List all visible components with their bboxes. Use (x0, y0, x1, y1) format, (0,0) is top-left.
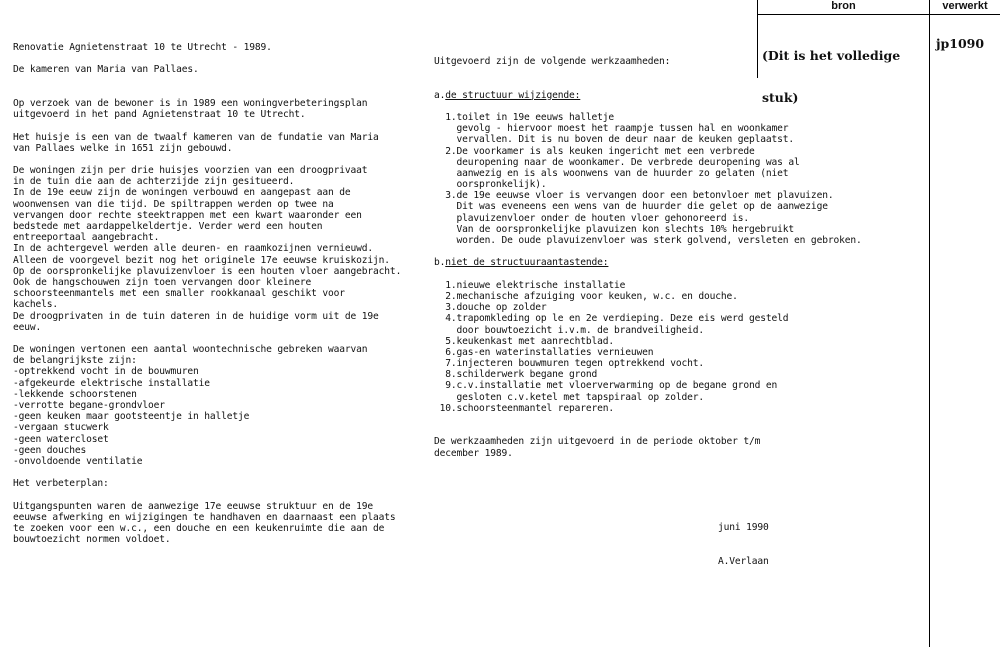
text-line: 7.injecteren bouwmuren tegen optrekkend vocht. (434, 358, 705, 370)
text-line: woonwensen van die tijd. De spiltrappen werden op twee na (13, 198, 334, 210)
text-line: kachels. (13, 299, 59, 311)
blank-line (13, 53, 401, 64)
text-line: vervallen. Dit is nu boven de deur naar de keuken geplaatst. (434, 134, 795, 146)
text-line: bouwtoezicht normen voldoet. (13, 534, 171, 546)
text-line: entreeportaal aangebracht. (13, 232, 160, 244)
section-heading (434, 257, 862, 268)
blank-line (13, 154, 401, 165)
text-line: plavuizenvloer onder de houten vloer gehonoreerd is. (434, 212, 750, 224)
text-line: de belangrijkste zijn: (13, 355, 137, 367)
text-line: 2.De voorkamer is als keuken ingericht met een verbrede (434, 145, 755, 157)
blank-line (13, 467, 401, 478)
bron-value-line: (Dit is het volledige (762, 48, 901, 63)
bron-header: bron (831, 0, 856, 12)
text-line: 9.c.v.installatie met vloerverwarming op de begane grond en (434, 380, 778, 392)
header-rule (757, 14, 1000, 15)
text-line: 2.mechanische afzuiging voor keuken, w.c. en douche. (434, 290, 738, 302)
verwerkt-column-divider (929, 0, 930, 647)
blank-line (13, 87, 401, 98)
text-line: Het verbeterplan: (13, 478, 109, 490)
text-line: In de achtergevel werden alle deuren- en raamkozijnen vernieuwd. (13, 243, 374, 255)
text-line: -geen douches (13, 444, 87, 456)
text-line: worden. De oude plavuizenvloer was sterk golvend, versleten en gebroken. (434, 235, 862, 246)
text-line: 3.de 19e eeuwse vloer is vervangen door een betonvloer met plavuizen. (434, 190, 834, 202)
text-line: Alleen de voorgevel bezit nog het originele 17e eeuwse kruiskozijn. (13, 254, 390, 266)
blank-line (434, 78, 862, 89)
document-author: A.Verlaan (718, 556, 769, 567)
text-line: 10.schoorsteenmantel repareren. (434, 402, 615, 414)
text-line: De droogprivaten in de tuin dateren in de huidige vorm uit de 19e (13, 310, 379, 322)
text-line: 1.nieuwe elektrische installatie (434, 279, 626, 291)
text-line: 5.keukenkast met aanrechtblad. (434, 335, 615, 347)
text-line: -onvoldoende ventilatie (13, 455, 143, 467)
right-text-column (434, 56, 862, 459)
text-line: bedstede met aardappelkeldertje. Verder werd een houten (13, 221, 323, 232)
text-line: Het huisje is een van de twaalf kameren van de fundatie van Maria (13, 131, 379, 143)
text-line: oorspronkelijk). (434, 179, 547, 191)
document-date: juni 1990 (718, 522, 769, 533)
text-line: december 1989. (434, 447, 513, 459)
text-line: -vergaan stucwerk (13, 422, 109, 434)
text-line: deuropening naar de woonkamer. De verbrede deuropening was al (434, 156, 800, 168)
text-line: 4.trapomkleding op le en 2e verdieping. Deze eis werd gesteld (434, 313, 789, 325)
text-line: aanwezig en is als woonwens van de huurder zo gelaten (niet (434, 167, 789, 179)
blank-line (434, 269, 862, 280)
text-line: Dit was eveneens een wens van de huurder die gelet op de aanwezige (434, 201, 828, 213)
verwerkt-value: jp1090 (936, 36, 985, 51)
text-line: -lekkende schoorstenen (13, 388, 137, 400)
text-line: Op de oorspronkelijke plavuizenvloer is een houten vloer aangebracht. (13, 265, 402, 277)
section-title: niet de structuuraantastende: (445, 257, 609, 269)
text-line: -afgekeurde elektrische installatie (13, 377, 210, 389)
text-line: Uitgangspunten waren de aanwezige 17e eeuwse struktuur en de 19e (13, 500, 374, 512)
text-line: -geen watercloset (13, 433, 109, 445)
section-heading (434, 90, 862, 101)
text-line: van Pallaes welke in 1651 zijn gebouwd. (13, 142, 233, 154)
text-line: eeuwse afwerking en wijzigingen te handhaven en daarnaast een plaats (13, 511, 396, 523)
text-line: 3.douche op zolder (434, 302, 547, 314)
verwerkt-header: verwerkt (942, 0, 988, 12)
text-line: De werkzaamheden zijn uitgevoerd in de periode oktober t/m (434, 436, 761, 448)
text-line: Renovatie Agnietenstraat 10 te Utrecht - 1989. (13, 42, 272, 53)
section-prefix: b. (434, 257, 446, 269)
section-title: de structuur wijzigende: (445, 89, 581, 101)
blank-line (13, 120, 401, 131)
text-line: eeuw. (13, 321, 42, 333)
text-line: -geen keuken maar gootsteentje in halletje (13, 411, 250, 423)
blank-line (13, 76, 401, 87)
blank-line (13, 490, 401, 501)
text-line: Uitgevoerd zijn de volgende werkzaamheden: (434, 56, 671, 67)
text-line: De woningen zijn per drie huisjes voorzien van een droogprivaat (13, 165, 368, 177)
text-line: schoorsteenmantels met een smaller rookkanaal geschikt voor (13, 288, 345, 300)
text-line: te zoeken voor een w.c., een douche en een keukenruimte die aan de (13, 523, 385, 535)
text-line: door bouwtoezicht i.v.m. de brandveiligheid. (434, 324, 705, 336)
text-line: gevolg - hiervoor moest het raampje tussen hal en woonkamer (434, 123, 789, 135)
bron-value-line: stuk) (762, 90, 799, 105)
blank-line (434, 414, 862, 425)
text-line: 6.gas-en waterinstallaties vernieuwen (434, 346, 654, 358)
text-line: in de tuin die aan de achterzijde zijn gesitueerd. (13, 176, 295, 188)
text-line: Ook de hangschouwen zijn toen vervangen door kleinere (13, 276, 312, 288)
blank-line (434, 425, 862, 436)
text-line: -optrekkend vocht in de bouwmuren (13, 366, 199, 378)
text-line: De woningen vertonen een aantal woontechnische gebreken waarvan (13, 344, 368, 356)
text-line: 8.schilderwerk begane grond (434, 369, 598, 381)
text-line: De kameren van Maria van Pallaes. (13, 64, 199, 76)
blank-line (434, 246, 862, 257)
left-text-column (13, 42, 401, 545)
text-line: vervangen door rechte steektrappen met een kwart waaronder een (13, 209, 362, 221)
text-line: In de 19e eeuw zijn de woningen verbouwd en aangepast aan de (13, 187, 351, 199)
text-line: Op verzoek van de bewoner is in 1989 een woningverbeteringsplan (13, 97, 368, 109)
blank-line (13, 333, 401, 344)
blank-line (434, 67, 862, 78)
text-line: -verrotte begane-grondvloer (13, 400, 165, 411)
text-line: uitgevoerd in het pand Agnietenstraat 10 te Utrecht. (13, 109, 306, 121)
text-line: Van de oorspronkelijke plavuizen kon slechts 10% hergebruikt (434, 223, 795, 235)
text-line: gesloten c.v.ketel met tapspiraal op zolder. (434, 391, 705, 403)
section-prefix: a. (434, 89, 446, 101)
blank-line (434, 101, 862, 112)
text-line: 1.toilet in 19e eeuws halletje (434, 111, 615, 123)
